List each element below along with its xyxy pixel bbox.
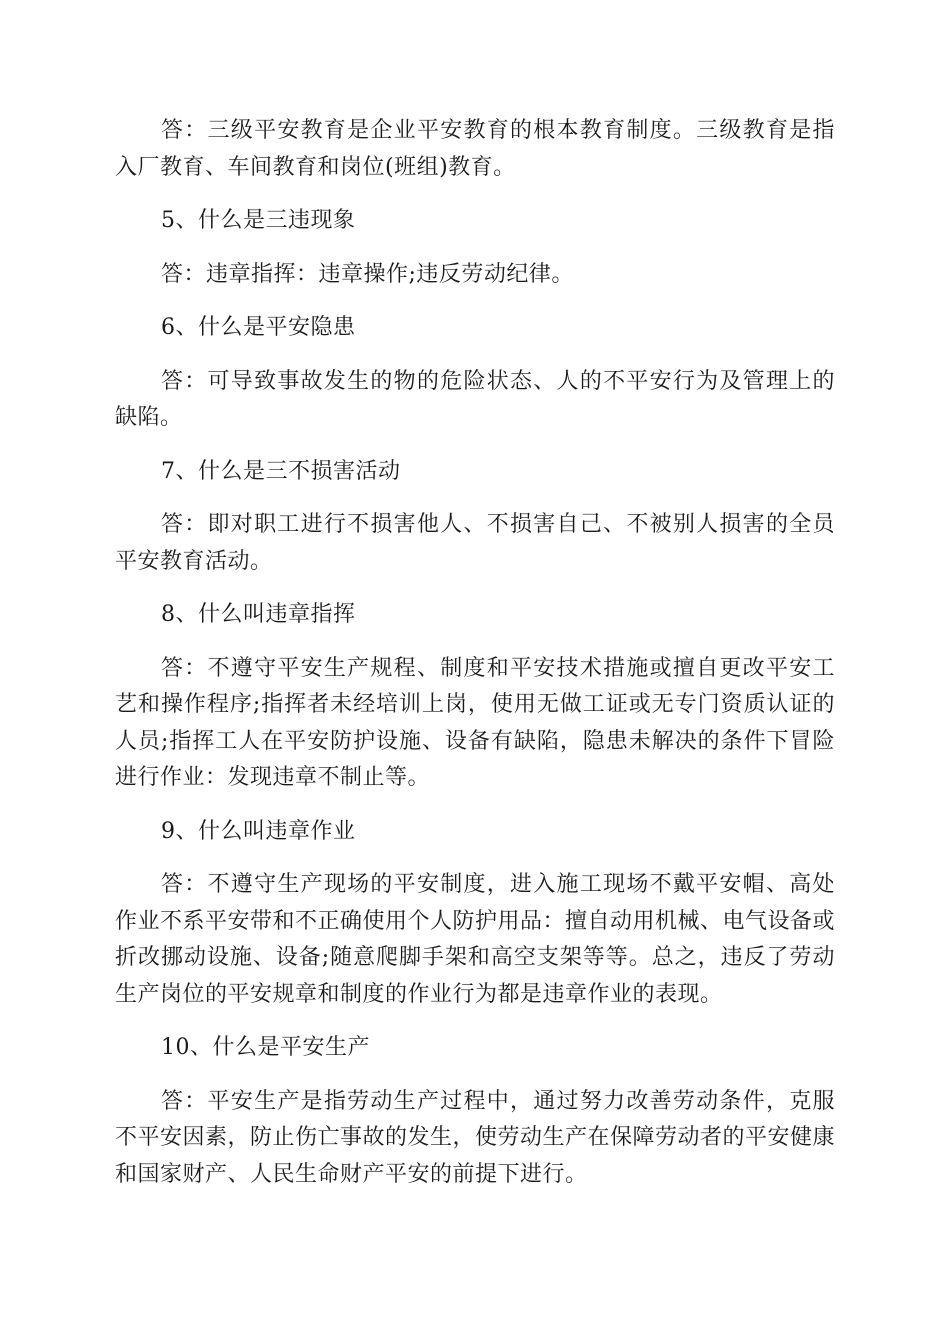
answer-paragraph: 答：不遵守生产现场的平安制度，进入施工现场不戴平安帽、高处作业不系平安带和不正确使用个人防护用品：擅自动用机械、电气设备或折改挪动设施、设备;随意爬脚手架和高空支架等等。总之，违反了劳动生产岗位的平安规章和制度的作业行为都是违章作业的表现。: [115, 872, 836, 1007]
question-heading: 9、什么叫违章作业: [161, 818, 356, 844]
question-heading: 8、什么叫违章指挥: [161, 602, 356, 627]
question-heading: 5、什么是三违现象: [161, 208, 356, 233]
question-heading: 6、什么是平安隐患: [161, 315, 356, 340]
answer-paragraph: 答：可导致事故发生的物的危险状态、人的不平安行为及管理上的缺陷。: [115, 368, 835, 430]
question-heading: 7、什么是三不损害活动: [161, 458, 401, 484]
document-body: [115, 113, 835, 1210]
answer-paragraph: 答：违章指挥：违章操作;违反劳动纪律。: [161, 261, 574, 287]
answer-paragraph: 答：不遵守平安生产规程、制度和平安技术措施或擅自更改平安工艺和操作程序;指挥者未经培训上岗，使用无做工证或无专门资质认证的人员;指挥工人在平安防护设施、设备有缺陷，隐患未解决的条件下冒险进行作业：发现违章不制止等。: [115, 655, 835, 790]
answer-paragraph: 答：即对职工进行不损害他人、不损害自己、不被别人损害的全员平安教育活动。: [115, 512, 835, 574]
answer-paragraph: 答：平安生产是指劳动生产过程中，通过努力改善劳动条件，克服不平安因素，防止伤亡事故的发生，使劳动生产在保障劳动者的平安健康和国家财产、人民生命财产平安的前提下进行。: [115, 1088, 836, 1187]
question-heading: 10、什么是平安生产: [161, 1035, 370, 1060]
answer-paragraph: 答：三级平安教育是企业平安教育的根本教育制度。三级教育是指入厂教育、车间教育和岗位(班组)教育。: [115, 118, 835, 180]
